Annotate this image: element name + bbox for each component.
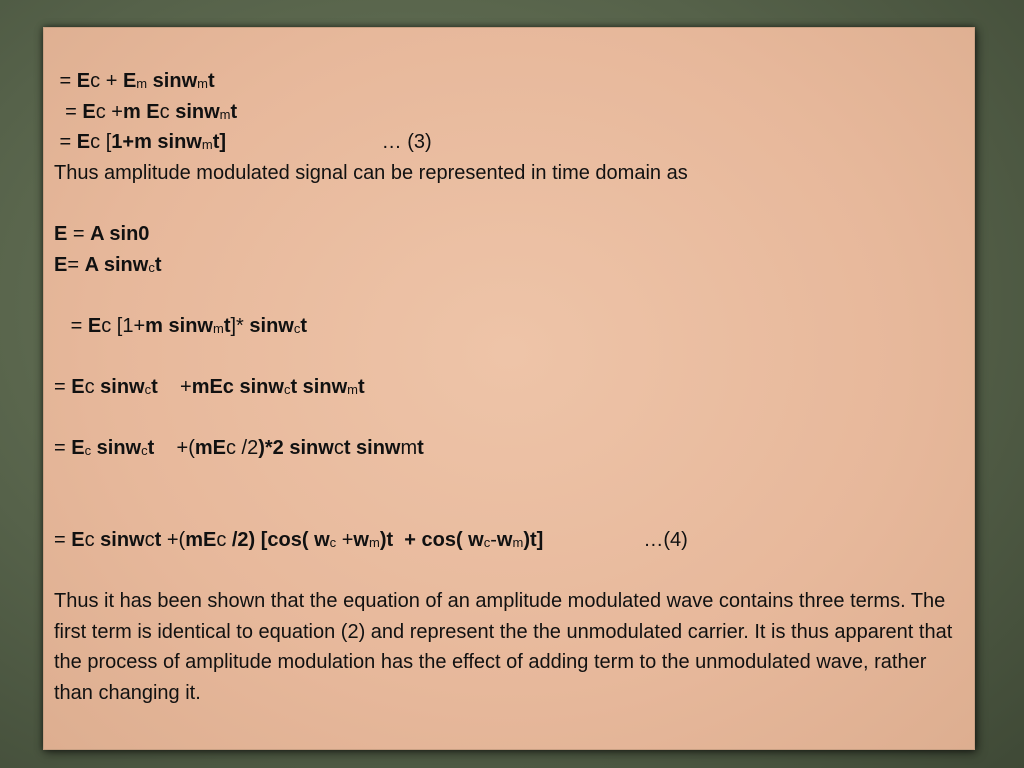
equation-line — [54, 433, 954, 464]
bold-text: A sinw — [84, 253, 149, 276]
bold-text: w — [353, 528, 369, 551]
bold-text: t — [230, 100, 238, 123]
blank-line — [54, 188, 954, 219]
equation-line — [54, 372, 954, 403]
text-segment: c — [90, 131, 101, 154]
bold-text: 1+m sinw — [111, 131, 202, 154]
text-segment: c — [144, 528, 155, 551]
bold-text: mE — [194, 437, 226, 460]
bold-text: E — [71, 437, 85, 460]
bold-text: t — [207, 70, 215, 92]
subscript-text: m — [368, 534, 380, 550]
bold-text: E — [76, 70, 91, 92]
blank-line — [54, 403, 954, 434]
bold-text: sinw — [169, 100, 220, 123]
blank-line — [54, 556, 954, 587]
subscript-text: m — [136, 76, 148, 91]
bold-text: sinw — [94, 375, 145, 398]
bold-text: t — [300, 314, 308, 337]
bold-text: )t] — [523, 528, 544, 551]
blank-line — [54, 464, 954, 495]
text-segment: = — [67, 222, 91, 245]
subscript-text: c — [148, 259, 155, 275]
text-segment: c — [101, 314, 112, 337]
bold-text: /2) [cos( w — [226, 528, 330, 551]
subscript-text: m — [347, 381, 358, 397]
bold-text: E — [87, 314, 102, 337]
bold-text: sinw — [94, 528, 145, 551]
bold-text: A sin0 — [90, 222, 150, 245]
text-segment: + — [100, 70, 123, 92]
text-segment: +( — [161, 528, 186, 551]
text-segment: + — [105, 100, 123, 123]
bold-text: E — [122, 70, 137, 92]
text-segment: - — [490, 528, 497, 551]
text-segment: c — [84, 375, 95, 398]
blank-line — [54, 494, 954, 525]
text-segment: c — [95, 100, 106, 123]
text-segment: [ — [100, 131, 112, 154]
bold-text: t] — [212, 131, 227, 154]
conclusion-paragraph: Thus it has been shown that the equation of an amplitude modulated wave contains three terms. The first term is identical to equation (2) and represent the the unmodulated carrier. It is thus apparent that the process of amplitude modulation has the effect of adding term to the unmodulated wave, rather than changing it. — [54, 590, 953, 704]
bold-text: sinw — [91, 437, 142, 460]
bold-text: sinw — [249, 314, 294, 337]
text-segment: = — [67, 253, 85, 276]
bold-text: )*2 sinw — [258, 437, 334, 460]
text-segment: = — [54, 100, 83, 123]
subscript-text: m — [219, 106, 231, 122]
text-segment: …(4) — [543, 528, 688, 551]
text-segment: = — [54, 314, 88, 337]
equation-line — [54, 311, 954, 342]
subscript-text: m — [512, 534, 524, 550]
equation-line — [54, 525, 954, 556]
subscript-text: c — [84, 443, 92, 459]
text-segment: [1+ — [111, 314, 146, 337]
blank-line — [54, 280, 954, 311]
bold-text: E — [54, 253, 68, 276]
text-segment: + — [336, 528, 354, 551]
bold-text: sinw — [147, 70, 198, 92]
bold-text: E — [54, 222, 68, 245]
text-segment: + — [157, 375, 192, 398]
text-segment: = — [54, 437, 72, 460]
subscript-text: c — [141, 443, 148, 459]
bold-text: m E — [122, 100, 160, 123]
text-segment: c — [159, 100, 170, 123]
text-segment: ]* — [230, 314, 250, 337]
subscript-text: m — [197, 76, 208, 91]
text-segment: m — [400, 437, 418, 460]
bold-text: E — [71, 375, 85, 398]
subscript-text: c — [329, 534, 337, 550]
bold-text: t — [357, 375, 365, 398]
text-segment: c — [216, 528, 227, 551]
equation-line — [54, 127, 954, 158]
subscript-text: m — [212, 320, 224, 336]
equation-line — [54, 158, 954, 189]
subscript-text: c — [283, 381, 291, 397]
bold-text: t sinw — [343, 437, 401, 460]
text-segment: +( — [154, 437, 195, 460]
text-segment: c — [333, 437, 344, 460]
bold-text: m sinw — [145, 314, 213, 337]
bold-text: t — [417, 437, 424, 460]
equation-lines — [54, 66, 954, 586]
bold-text: E — [82, 100, 96, 123]
bold-text: w — [496, 528, 513, 551]
equation-line — [54, 219, 954, 250]
bold-text: t — [151, 375, 158, 398]
bold-text: mEc sinw — [191, 375, 284, 398]
bold-text: )t + cos( w — [379, 528, 484, 551]
equation-line — [54, 250, 954, 281]
subscript-text: c — [144, 381, 152, 397]
bold-text: t — [147, 437, 155, 460]
text-segment: = — [54, 131, 77, 154]
slide-paper — [43, 27, 975, 750]
bold-text: t — [154, 253, 162, 276]
text-segment: = — [54, 375, 72, 398]
text-segment: … (3) — [226, 131, 432, 154]
equation-line — [54, 97, 954, 128]
text-segment: Thus amplitude modulated signal can be represented in time domain as — [54, 161, 688, 184]
subscript-text: m — [201, 137, 213, 153]
bold-text: E — [76, 131, 91, 154]
text-segment: = — [54, 70, 77, 92]
text-segment: = — [54, 528, 72, 551]
text-segment: c /2 — [225, 437, 259, 460]
bold-text: t — [223, 314, 231, 337]
slide-content — [54, 66, 954, 708]
equation-line — [54, 66, 954, 97]
text-segment: c — [90, 70, 101, 92]
bold-text: E — [71, 528, 85, 551]
bold-text: mE — [185, 528, 217, 551]
bold-text: t — [154, 528, 162, 551]
bold-text: t sinw — [290, 375, 348, 398]
subscript-text: c — [293, 320, 301, 336]
text-segment: c — [84, 528, 95, 551]
subscript-text: c — [483, 534, 491, 550]
blank-line — [54, 341, 954, 372]
